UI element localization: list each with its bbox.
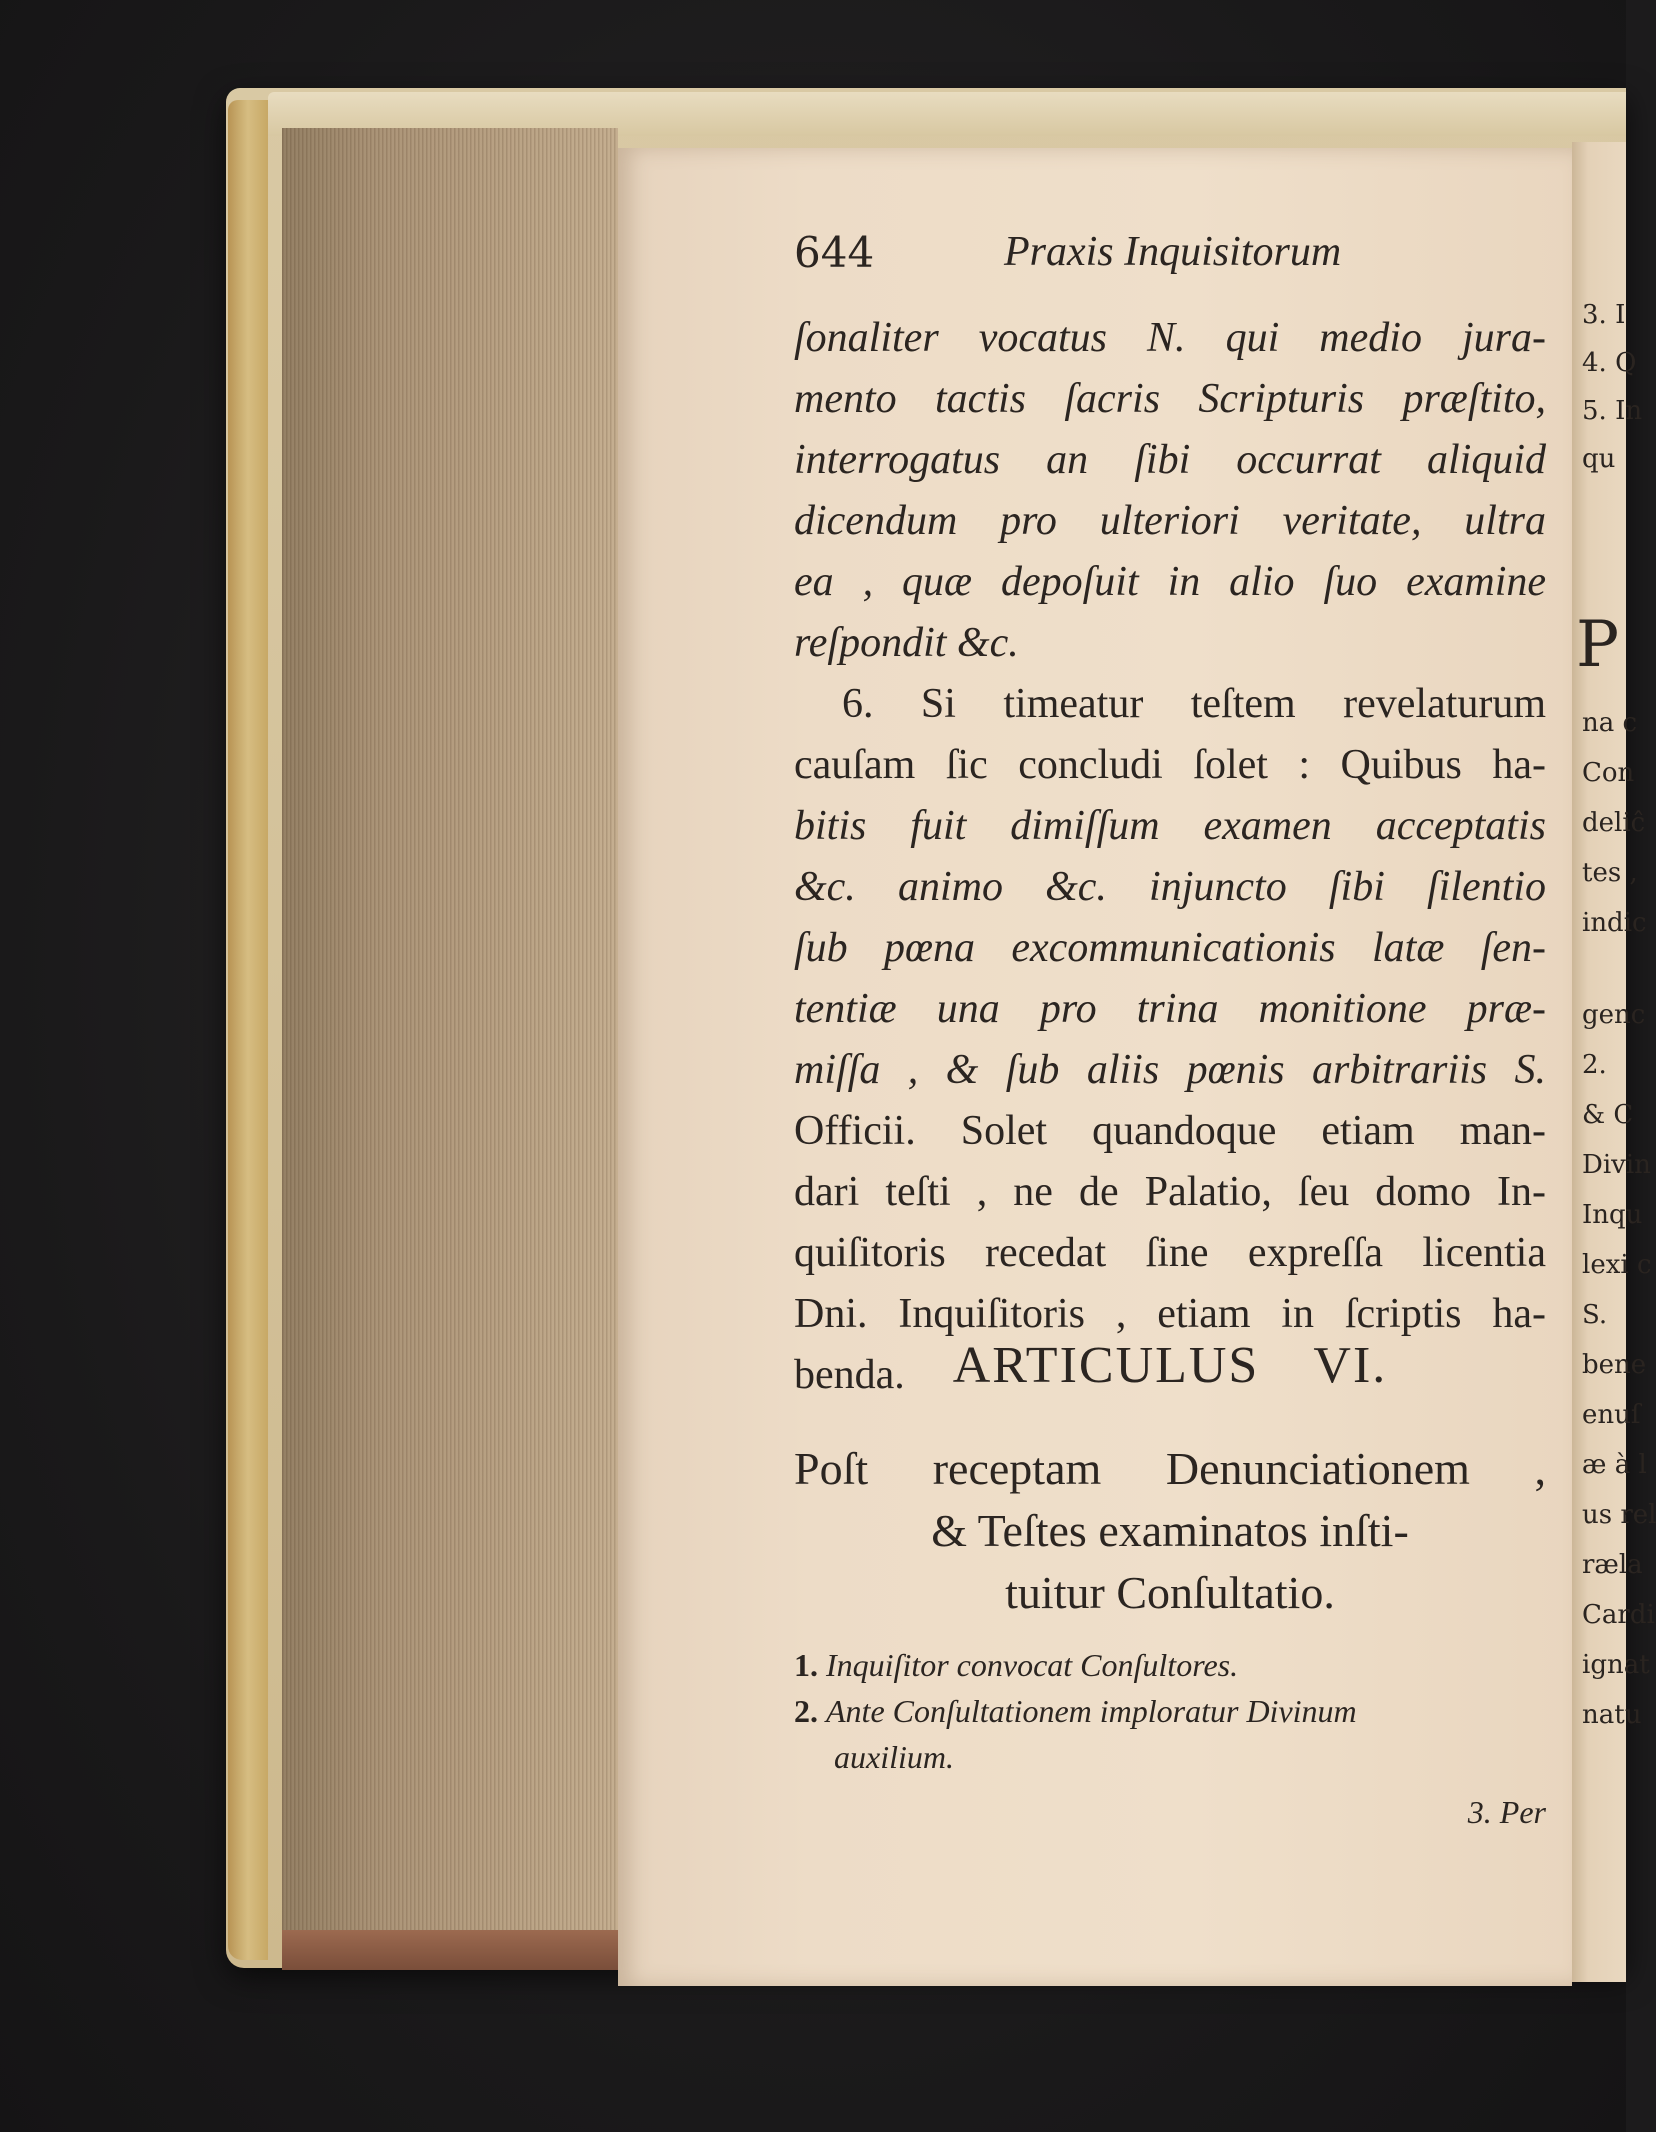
body-line: Officii. Solet quandoque etiam man- — [794, 1108, 1546, 1154]
page-number: 644 — [794, 228, 875, 277]
article-contents-list — [794, 1642, 1546, 1780]
facing-page-fragment: & C — [1582, 1100, 1634, 1130]
body-line: &c. animo &c. injuncto ſibi ſilentio — [794, 864, 1546, 910]
facing-page-fragment: bene — [1582, 1350, 1647, 1380]
contents-list-item — [794, 1688, 1546, 1734]
page-block-edge — [282, 128, 618, 1970]
list-item-continuation: auxilium. — [834, 1739, 954, 1775]
facing-page-fragment: genc — [1582, 1000, 1646, 1030]
facing-page-fragment: us rel — [1582, 1500, 1656, 1530]
facing-page-fragment: ignat — [1582, 1650, 1650, 1680]
page-block-bottom-edge — [282, 1930, 618, 1970]
page-header — [794, 228, 1546, 288]
facing-page-fragment: lexi c — [1582, 1250, 1652, 1280]
catchword: 3. Per — [1467, 1794, 1546, 1830]
body-line: quiſitoris recedat ſine expreſſa licentia — [794, 1230, 1546, 1276]
facing-page-fragment: 4. Q — [1582, 348, 1637, 378]
facing-page-fragment: 2. — [1582, 1050, 1607, 1080]
body-line: miſſa , & ſub aliis pœnis arbitrariis S. — [794, 1047, 1546, 1093]
list-item-text: Inquiſitor convocat Conſultores. — [826, 1647, 1239, 1683]
article-summary — [794, 1438, 1546, 1624]
body-line: 6. Si timeatur teſtem revelaturum — [842, 681, 1546, 727]
body-line: dari teſti , ne de Palatio, ſeu domo In- — [794, 1169, 1546, 1215]
facing-page-edge — [1572, 142, 1656, 1982]
facing-page-fragment: na c — [1582, 708, 1638, 738]
facing-page-fragment: deliĉ — [1582, 808, 1646, 838]
facing-page-fragment: ræla — [1582, 1550, 1643, 1580]
body-line: ſonaliter vocatus N. qui medio jura- — [794, 315, 1546, 361]
running-head: Praxis Inquisitorum — [1004, 229, 1342, 275]
facing-page-fragment: indic — [1582, 908, 1647, 938]
facing-page-fragment: 3. I — [1582, 300, 1626, 330]
contents-list-item — [794, 1642, 1546, 1688]
body-line: ea , quæ depoſuit in alio ſuo examine — [794, 559, 1546, 605]
summary-line: tuitur Conſultatio. — [1005, 1567, 1335, 1618]
body-line: cauſam ſic concludi ſolet : Quibus ha- — [794, 742, 1546, 788]
summary-line: & Teſtes examinatos inſti- — [931, 1505, 1409, 1556]
body-text — [794, 308, 1546, 1406]
body-line: Dni. Inquiſitoris , etiam in ſcriptis ha- — [794, 1291, 1546, 1337]
list-item-number: 1. — [794, 1647, 826, 1683]
summary-line: Poſt receptam Denunciationem , — [794, 1443, 1546, 1494]
facing-page-fragment: tes , — [1582, 858, 1638, 888]
list-item-text: Ante Conſultationem imploratur Divinum — [826, 1693, 1357, 1729]
facing-page-fragment: P — [1576, 608, 1620, 682]
body-line: tentiæ una pro trina monitione præ- — [794, 986, 1546, 1032]
facing-page-fragment: enuſ — [1582, 1400, 1641, 1430]
body-line: mento tactis ſacris Scripturis præſtito, — [794, 376, 1546, 422]
list-item-number: 2. — [794, 1693, 826, 1729]
article-heading: ARTICULUS VI. — [952, 1337, 1388, 1394]
body-line: reſpondit &c. — [794, 620, 1019, 666]
facing-page-fragment: Divin — [1582, 1150, 1651, 1180]
facing-page-fragment: æ à l — [1582, 1450, 1647, 1480]
facing-page-fragment: qu — [1582, 444, 1616, 474]
facing-page-fragment: Con — [1582, 758, 1635, 788]
facing-page-fragment: S. — [1582, 1300, 1608, 1330]
body-line: ſub pœna excommunicationis latæ ſen- — [794, 925, 1546, 971]
body-line: dicendum pro ulteriori veritate, ultra — [794, 498, 1546, 544]
body-line: bitis fuit dimiſſum examen acceptatis — [794, 803, 1546, 849]
facing-page-fragment: Cardi — [1582, 1600, 1655, 1630]
facing-page-fragment: 5. In — [1582, 396, 1643, 426]
facing-page-fragment: natu — [1582, 1700, 1642, 1730]
book-page — [618, 148, 1572, 1986]
facing-page-fragment: Inqu — [1582, 1200, 1643, 1230]
book-spine — [228, 100, 268, 1960]
body-line: benda. — [794, 1352, 905, 1398]
body-line: interrogatus an ſibi occurrat aliquid — [794, 437, 1546, 483]
